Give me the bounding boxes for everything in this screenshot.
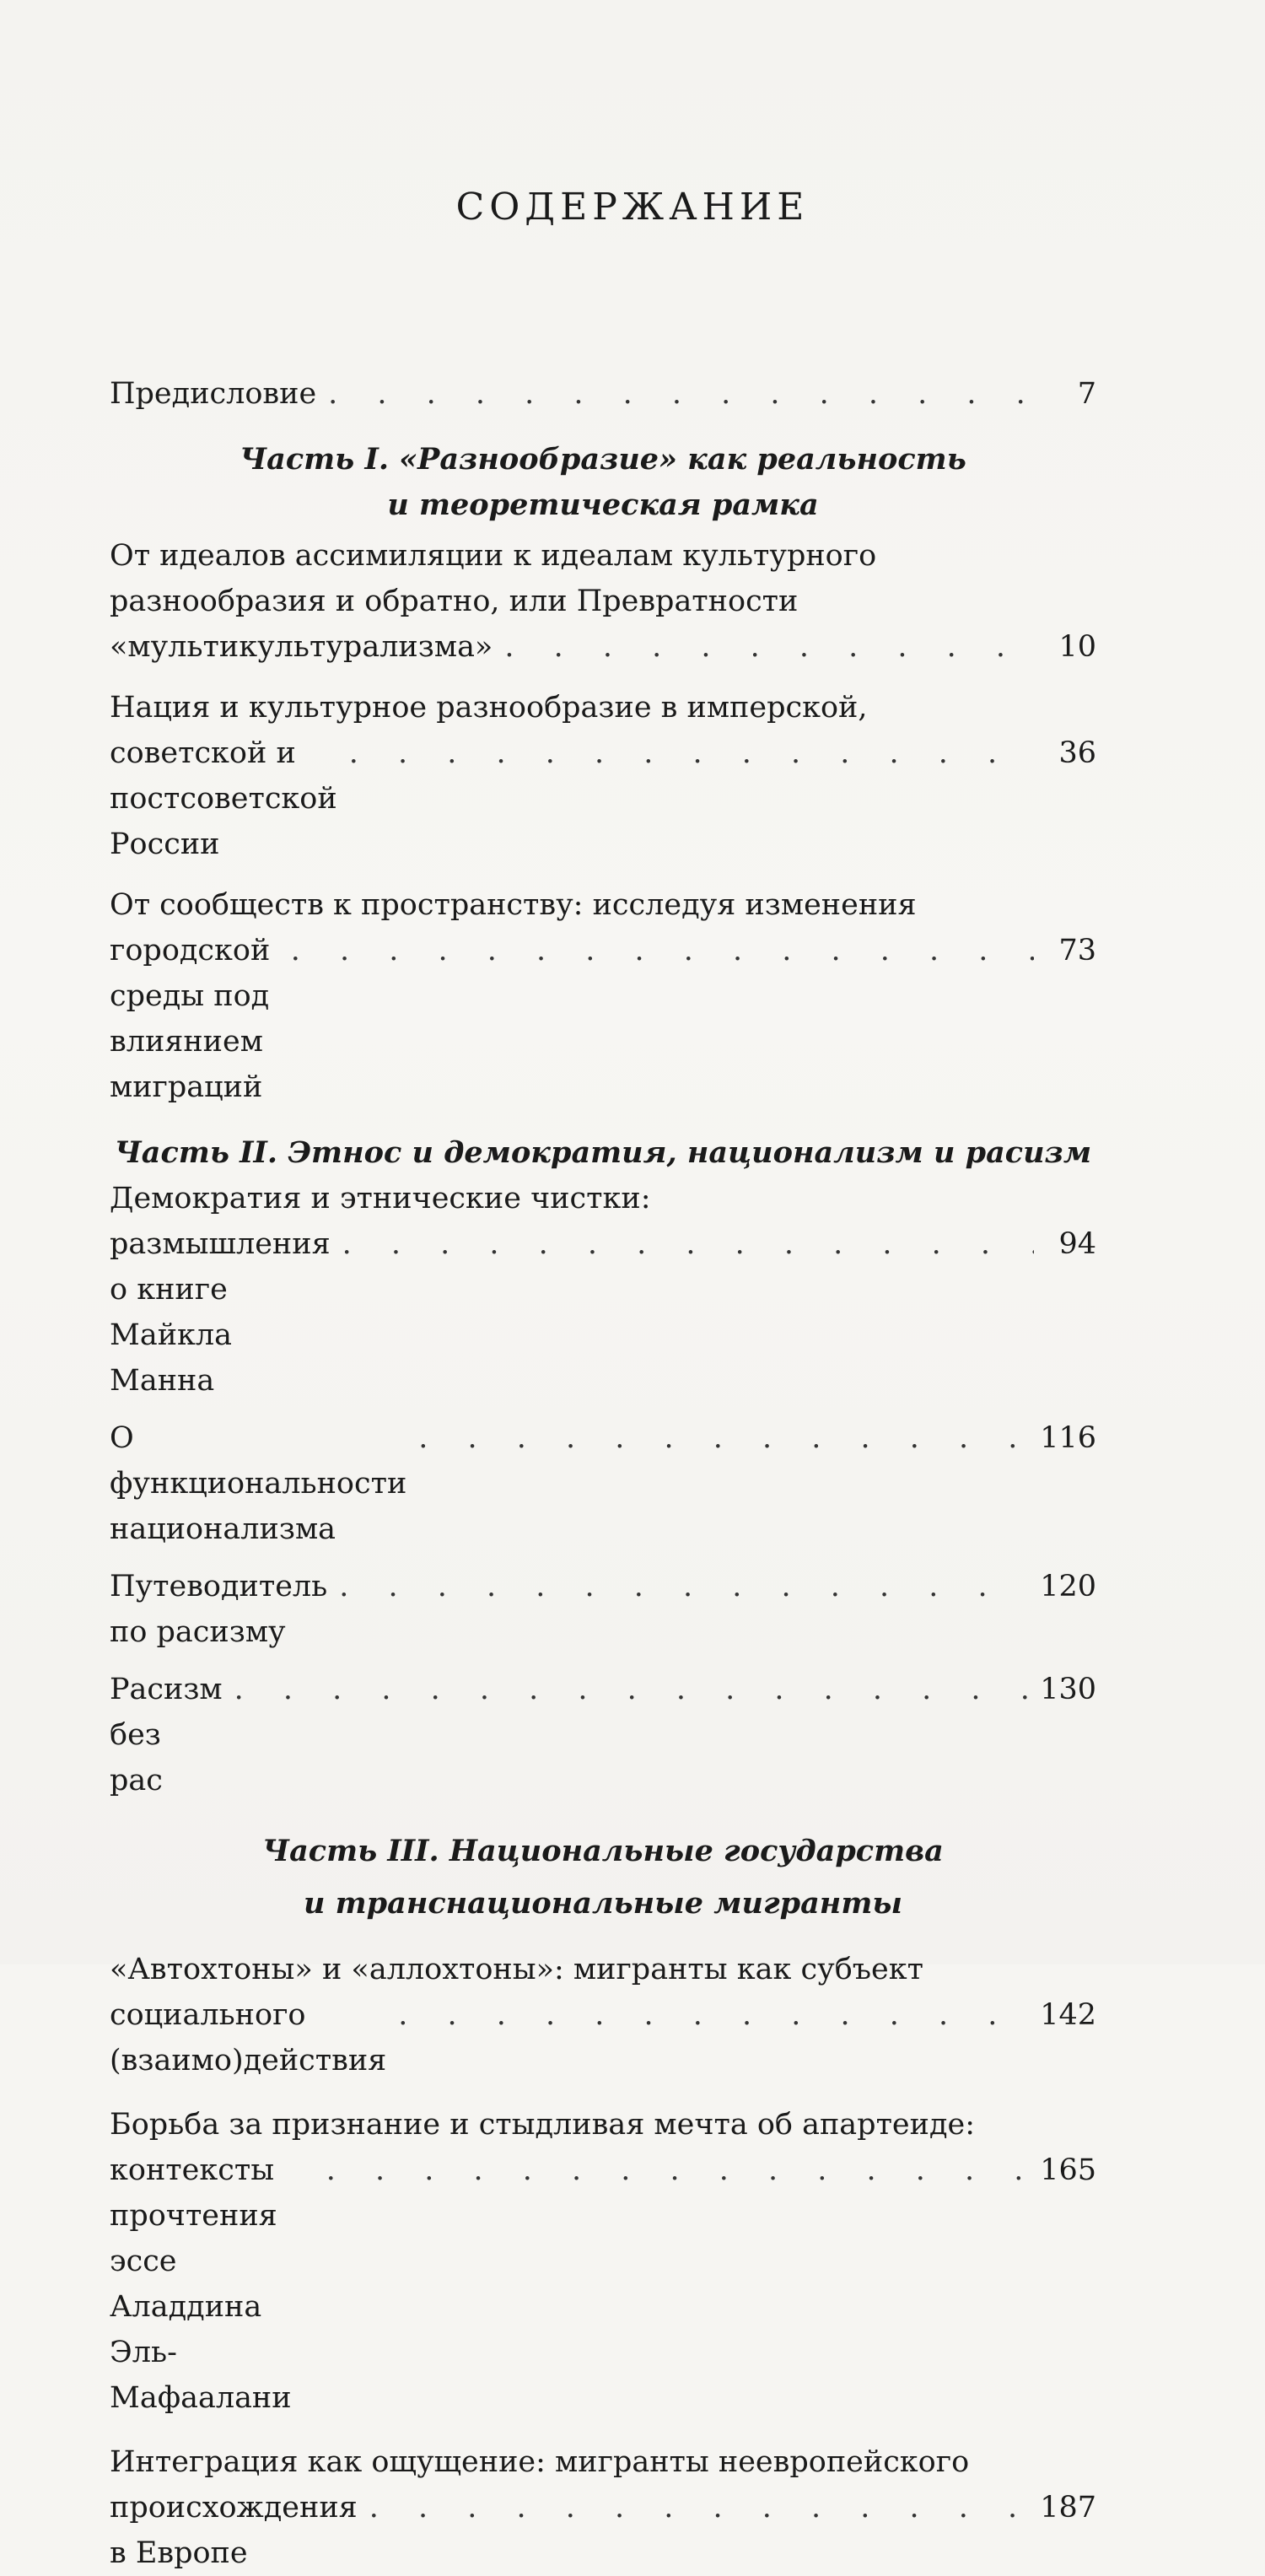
entry-page-number: 165	[1040, 2153, 1096, 2187]
entry-page-number: 116	[1040, 1421, 1096, 1455]
dot-leader	[328, 371, 1034, 417]
entry-title-line: Борьба за признание и стыдливая мечта об апартеиде:	[110, 2108, 976, 2142]
part-heading-line: Часть II. Этнос и демократия, национализм и расизм	[114, 1135, 1092, 1170]
dot-leader	[418, 1415, 1028, 1461]
part-heading-1	[110, 437, 1096, 528]
entry-title-line: От идеалов ассимиляции к идеалам культурного	[110, 539, 877, 573]
toc-entry[interactable]	[110, 2102, 1096, 2421]
part-heading-line: и теоретическая рамка	[387, 488, 819, 522]
toc-entry-preface[interactable]	[110, 371, 1096, 417]
entry-title-line: социального (взаимо)действия	[110, 1998, 387, 2078]
dot-leader	[504, 624, 1034, 670]
toc-entry[interactable]	[110, 1415, 1096, 1552]
entry-title-line: «мультикультурализма»	[110, 630, 493, 664]
part-heading-2	[110, 1130, 1096, 1176]
dot-leader	[326, 2148, 1028, 2193]
dot-leader	[349, 730, 1034, 776]
toc-entry[interactable]	[110, 1564, 1096, 1655]
entry-title-line: Расизм без рас	[110, 1673, 223, 1797]
entry-title-line: О функциональности национализма	[110, 1421, 407, 1546]
dot-leader	[342, 1221, 1034, 1267]
toc-entry[interactable]	[110, 533, 1096, 670]
entry-title-line: происхождения в Европе	[110, 2491, 358, 2570]
entry-title-line: «Автохтоны» и «аллохтоны»: мигранты как субъект	[110, 1953, 923, 1986]
entry-title-line: Нация и культурное разнообразие в имперской,	[110, 691, 868, 725]
entry-title-line: разнообразия и обратно, или Превратности	[110, 585, 799, 618]
part-heading-line: Часть III. Национальные государства	[262, 1834, 944, 1868]
entry-title-line: Путеводитель по расизму	[110, 1570, 328, 1649]
toc-entry[interactable]	[110, 2439, 1096, 2576]
entry-title-line: советской и постсоветской России	[110, 736, 337, 861]
entry-page-number: 36	[1058, 736, 1096, 770]
entry-page-number: 120	[1040, 1570, 1096, 1603]
part-heading-line: Часть I. «Разнообразие» как реальность	[240, 442, 966, 477]
entry-title-line: Интеграция как ощущение: мигранты неевропейского	[110, 2445, 970, 2479]
entry-title-line: От сообществ к пространству: исследуя изменения	[110, 888, 917, 922]
dot-leader	[291, 928, 1034, 973]
entry-page-number: 187	[1040, 2491, 1096, 2525]
entry-title-line: размышления о книге Майкла Манна	[110, 1227, 331, 1398]
entry-page-number: 7	[1077, 377, 1096, 411]
entry-page-number: 142	[1040, 1998, 1096, 2032]
entry-title-line: контексты прочтения эссе Аладдина Эль-Мафаалани	[110, 2153, 292, 2415]
toc-entry[interactable]	[110, 685, 1096, 867]
entry-page-number: 130	[1040, 1673, 1096, 1706]
entry-title-line: городской среды под влиянием миграций	[110, 934, 271, 1104]
toc-entry[interactable]	[110, 1667, 1096, 1803]
part-heading-line: и транснациональные мигранты	[304, 1886, 902, 1921]
dot-leader	[369, 2485, 1028, 2530]
entry-page-number: 94	[1058, 1227, 1096, 1261]
toc-entry[interactable]	[110, 1176, 1096, 1404]
toc-entry[interactable]	[110, 882, 1096, 1110]
page-title: СОДЕРЖАНИЕ	[455, 186, 810, 229]
table-of-contents	[110, 371, 1096, 2576]
dot-leader	[398, 1992, 1028, 2038]
entry-page-number: 10	[1058, 630, 1096, 664]
dot-leader	[339, 1564, 1028, 1609]
entry-page-number: 73	[1058, 934, 1096, 967]
entry-title-line: Демократия и этнические чистки:	[110, 1182, 651, 1215]
dot-leader	[234, 1667, 1029, 1712]
part-heading-3	[110, 1829, 1096, 1927]
entry-title: Предисловие	[110, 377, 317, 411]
toc-entry[interactable]	[110, 1947, 1096, 2083]
